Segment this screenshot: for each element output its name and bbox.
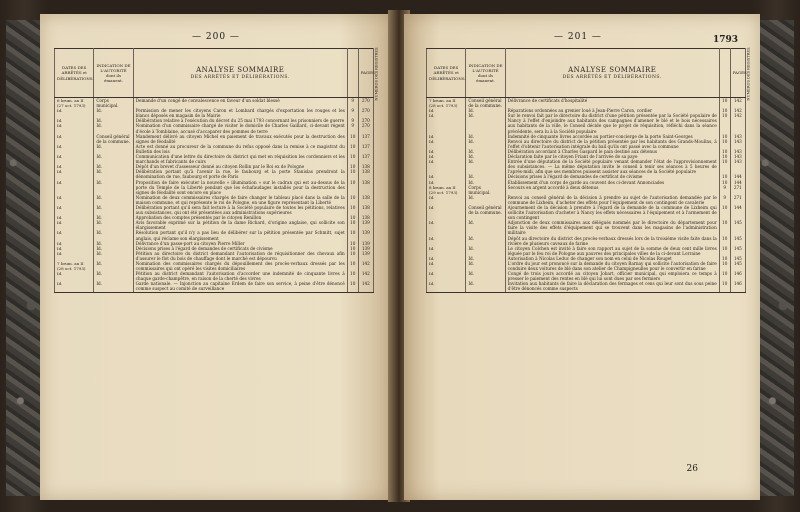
table-row xyxy=(55,180,374,195)
table-row xyxy=(55,251,374,261)
page-reference-cell: 143 xyxy=(730,159,745,174)
register-number-cell: 10 xyxy=(719,281,730,292)
summary-cell: Délibération accordant à Charles Gaspard le pain destiné aux détenus xyxy=(505,149,719,154)
page-reference-cell: 271 xyxy=(730,195,745,205)
page-reference-cell: 270 xyxy=(358,118,373,123)
summary-cell: Congé de trois jours accordé au citoyen Jobart, officier municipal, qui emploiera ce temps à presser le paiement des rentes en blé qui lui sont dues par ses fermiers xyxy=(505,271,719,281)
authority-cell: Id. xyxy=(94,261,133,271)
page-reference-cell: 138 xyxy=(358,205,373,215)
authority-cell: Id. xyxy=(466,159,505,174)
authority-cell: Id. xyxy=(466,134,505,139)
register-number-cell: 10 xyxy=(347,180,358,195)
right-register-table xyxy=(426,46,751,293)
authority-cell: Id. xyxy=(466,174,505,179)
summary-cell: Délibération relative à l'exécution du décret du 25 mai 1793 concernant les prisonniers de guerre xyxy=(133,118,347,123)
table-row xyxy=(55,98,374,109)
summary-cell: Communication d'une lettre du directoire du district qui met en réquisition les cordonniers et les marchands et fabricants de cuirs xyxy=(133,154,347,164)
summary-cell: Établissement d'un corps de garde au couvent des ci-devant Annonciades xyxy=(505,180,719,185)
register-number-cell: 10 xyxy=(719,108,730,113)
table-row xyxy=(55,261,374,271)
date-cell: Id. xyxy=(55,118,94,123)
page-reference-cell: 139 xyxy=(358,241,373,246)
authority-cell: Id. xyxy=(94,169,133,179)
authority-cell: Id. xyxy=(466,256,505,261)
table-row xyxy=(427,98,746,109)
page-reference-cell: 138 xyxy=(358,195,373,205)
header-dates: DATES DES ARRÊTÉS et DÉLIBÉRATIONS. xyxy=(55,49,94,98)
summary-cell: Demande d'un congé de convalescence en faveur d'un soldat blessé xyxy=(133,98,347,109)
summary-cell: Déclaration faite par le citoyen Friant de l'arrivée de sa paye xyxy=(505,154,719,159)
authority-cell: Id. xyxy=(466,281,505,292)
page-reference-cell: 142 xyxy=(358,281,373,292)
summary-cell: Indemnité de cinquante livres accordée au portier-concierge de la porte Saint-Georges xyxy=(505,134,719,139)
summary-cell: Décisions prises à l'égard de demandes de certificat de civisme xyxy=(505,174,719,179)
register-number-cell: 10 xyxy=(347,215,358,220)
right-page xyxy=(404,14,760,500)
table-row xyxy=(427,261,746,271)
header-subtitle: DES ARRÊTÉS ET DÉLIBÉRATIONS. xyxy=(562,75,662,80)
authority-cell: Id. xyxy=(94,271,133,281)
page-reference-cell: 138 xyxy=(358,215,373,220)
authority-cell: Conseil général de la commune. xyxy=(466,205,505,220)
page-reference-cell: 270 xyxy=(358,98,373,109)
date-cell: Id. xyxy=(55,195,94,205)
table-row xyxy=(55,123,374,133)
register-number-cell: 10 xyxy=(347,164,358,169)
summary-cell: Secours en argent accordé à deux détenus xyxy=(505,185,719,195)
date-cell: Id. xyxy=(55,246,94,251)
date-cell: Id. xyxy=(55,251,94,261)
header-pages: PAGES. xyxy=(358,49,373,98)
register-number-cell: 10 xyxy=(719,220,730,235)
page-reference-cell: 146 xyxy=(730,271,745,281)
header-numeros-text: NUMÉROS DES REGISTRES. xyxy=(374,46,379,101)
register-number-cell: 10 xyxy=(719,139,730,149)
date-cell: Id. xyxy=(55,205,94,215)
table-row xyxy=(427,281,746,292)
register-number-cell: 10 xyxy=(347,134,358,144)
date-cell: Id. xyxy=(55,144,94,154)
summary-cell: Nomination d'un commissaire chargé de visiter le domicile de Charles Gaillard, ci-devant régent d'école à Tomblaine, accusé d'accaparer des pommes de terre xyxy=(133,123,347,133)
date-cell: 7 brum. an II (28 oct. 1793) xyxy=(55,261,94,271)
left-table-body xyxy=(55,98,374,293)
register-number-cell: 10 xyxy=(719,134,730,139)
summary-cell: L'ordre du jour est prononcé sur la demande du citoyen Barnay qui sollicite l'autorisation de faire conduire deux voitures de blé dans son atelier de Champigneulles pour le convertir en farine xyxy=(505,261,719,271)
header-indication: INDICATION DE L'AUTORITÉ dont ils émanent. xyxy=(94,49,133,98)
page-reference-cell: 144 xyxy=(730,205,745,220)
authority-cell: Id. xyxy=(466,113,505,133)
summary-cell: Approbation des comptes présentés par le citoyen Renillon xyxy=(133,215,347,220)
page-reference-cell: 138 xyxy=(358,169,373,179)
authority-cell: Conseil général de la commune. xyxy=(94,134,133,144)
header-dates: DATES DES ARRÊTÉS et DÉLIBÉRATIONS. xyxy=(427,49,466,98)
summary-cell: Ajournement de la décision à prendre à l'égard de la demande de la commune de Lixheim qui sollicite l'autorisation d'acheter à Nancy les effets nécessaires à l'équipement et à l'armement de son contingent xyxy=(505,205,719,220)
register-number-cell: 9 xyxy=(347,108,358,118)
authority-cell: Conseil général de la commune. xyxy=(466,98,505,109)
date-cell: Id. xyxy=(427,246,466,256)
register-number-cell: 10 xyxy=(347,154,358,164)
authority-cell: Id. xyxy=(466,139,505,149)
header-title-text: ANALYSE SOMMAIRE xyxy=(568,66,657,74)
table-row xyxy=(55,230,374,240)
summary-cell: Proposition de faire exécuter la nouvelle « illumination » sur le cadran qui est au-dessus de la porte du Temple de la Liberté pendant que les échafaudages installés pour la destruction des signes de féodalité sont encore en place xyxy=(133,180,347,195)
date-cell: Id. xyxy=(427,256,466,261)
page-reference-cell: 143 xyxy=(730,139,745,149)
register-number-cell: 10 xyxy=(347,169,358,179)
authority-cell: Id. xyxy=(466,180,505,185)
date-cell: 7 brum. an II (28 oct. 1793) xyxy=(427,98,466,109)
summary-cell: Mandement délivré au citoyen Michel en paiement de travaux exécutés pour la destruction des signes de féodalité xyxy=(133,134,347,144)
right-page-number: — 201 — xyxy=(554,32,602,42)
page-reference-cell: 137 xyxy=(358,154,373,164)
authority-cell: Id. xyxy=(94,144,133,154)
page-reference-cell: 139 xyxy=(358,230,373,240)
authority-cell: Id. xyxy=(94,180,133,195)
register-number-cell: 10 xyxy=(719,149,730,154)
summary-cell: Le citoyen Colchen est invité à faire son rapport au sujet de la somme de deux cent mille livres léguée par le feu roi de Pologne aux pauvres des principales villes de la ci-devant Lorraine xyxy=(505,246,719,256)
authority-cell: Id. xyxy=(94,123,133,133)
register-number-cell: 10 xyxy=(347,261,358,271)
left-page-number: — 200 — xyxy=(192,32,240,42)
table-row xyxy=(55,144,374,154)
page-reference-cell: 146 xyxy=(730,281,745,292)
page-reference-cell: 142 xyxy=(358,261,373,271)
date-cell: Id. xyxy=(55,154,94,164)
register-number-cell: 10 xyxy=(719,256,730,261)
date-cell: Id. xyxy=(55,281,94,292)
date-cell: Id. xyxy=(427,174,466,179)
table-row xyxy=(427,236,746,246)
summary-cell: Résolution portant qu'il n'y a pas lieu de délibérer sur la pétition présentée par Schmitt, sujet anglais, qui réclame son élargissement xyxy=(133,230,347,240)
register-number-cell: 10 xyxy=(347,205,358,215)
register-number-cell: 9 xyxy=(719,185,730,195)
page-reference-cell: 139 xyxy=(358,246,373,251)
table-row xyxy=(55,220,374,230)
register-number-cell: 10 xyxy=(719,271,730,281)
page-reference-cell: 145 xyxy=(730,236,745,246)
authority-cell: Id. xyxy=(94,241,133,246)
table-row xyxy=(427,159,746,174)
table-row xyxy=(427,220,746,235)
authority-cell: Id. xyxy=(466,149,505,154)
authority-cell: Id. xyxy=(466,195,505,205)
header-title-text: ANALYSE SOMMAIRE xyxy=(196,66,285,74)
register-number-cell: 10 xyxy=(719,154,730,159)
date-cell: Id. xyxy=(427,205,466,220)
left-cover-edge xyxy=(6,20,42,496)
summary-cell: Dépôt au directoire du district des procès-verbaux dressés lors de la troisième visite faite dans la rivière de plusieurs caveaux de farine xyxy=(505,236,719,246)
authority-cell: Id. xyxy=(94,281,133,292)
summary-cell: Délibération portant qu'à l'avenir la rue, le faubourg et la porte Stanislas prendront la dénomination de rue, faubourg et porte de Paris xyxy=(133,169,347,179)
authority-cell: Id. xyxy=(94,215,133,220)
register-number-cell: 10 xyxy=(347,144,358,154)
page-reference-cell: 142 xyxy=(730,113,745,133)
authority-cell: Id. xyxy=(94,220,133,230)
right-page-year: 1793 xyxy=(712,35,738,45)
page-reference-cell: 145 xyxy=(730,261,745,271)
authority-cell: Corps municipal. xyxy=(94,98,133,109)
left-header-row xyxy=(55,49,374,98)
date-cell: Id. xyxy=(427,195,466,205)
page-reference-cell: 142 xyxy=(730,108,745,113)
summary-cell: Délivrance d'un passe-port au citoyen Pierre Miller xyxy=(133,241,347,246)
table-row xyxy=(427,139,746,149)
authority-cell: Id. xyxy=(94,246,133,251)
date-cell: Id. xyxy=(427,149,466,154)
left-page xyxy=(40,14,392,500)
date-cell: Id. xyxy=(427,134,466,139)
register-number-cell: 10 xyxy=(719,174,730,179)
page-reference-cell: 143 xyxy=(730,149,745,154)
date-cell: Id. xyxy=(55,241,94,246)
summary-cell: Renvoi au directoire du district de la pétition présentée par les habitants des Grands-Moulins, à l'effet d'obtenir l'autorisation intégrale du bail qu'ils ont passé avec la commune xyxy=(505,139,719,149)
date-cell: Id. xyxy=(55,220,94,230)
table-row xyxy=(55,281,374,292)
date-cell: Id. xyxy=(427,281,466,292)
page-reference-cell: 138 xyxy=(358,164,373,169)
table-row xyxy=(55,195,374,205)
summary-cell: Acte est donné au procureur de la commune du refus opposé dans la remise à ce magistrat du Bulletin des lois xyxy=(133,144,347,154)
table-row xyxy=(427,205,746,220)
authority-cell: Id. xyxy=(466,246,505,256)
right-page-footer-number: 26 xyxy=(686,464,698,474)
date-cell: Id. xyxy=(427,180,466,185)
page-reference-cell: 137 xyxy=(358,144,373,154)
page-reference-cell: 139 xyxy=(358,251,373,261)
page-reference-cell: 138 xyxy=(358,180,373,195)
page-reference-cell: 144 xyxy=(730,174,745,179)
authority-cell: Id. xyxy=(94,108,133,118)
page-reference-cell: 142 xyxy=(730,98,745,109)
summary-cell: Délivrance de certificats d'hospitalité xyxy=(505,98,719,109)
summary-cell: Délibération portant qu'il sera fait lecture à la Société populaire de toutes les pétitions, relatives aux subsistances, qui ont été présentées aux administrations supérieures xyxy=(133,205,347,215)
page-reference-cell: 143 xyxy=(730,134,745,139)
right-table-body xyxy=(427,98,746,293)
date-cell: Id. xyxy=(427,261,466,271)
table-row xyxy=(427,195,746,205)
page-reference-cell: 270 xyxy=(358,123,373,133)
date-cell: Id. xyxy=(55,230,94,240)
page-reference-cell: 145 xyxy=(730,246,745,256)
date-cell: Id. xyxy=(55,169,94,179)
right-cover-edge xyxy=(758,20,794,496)
register-number-cell: 9 xyxy=(347,98,358,109)
date-cell: Id. xyxy=(427,271,466,281)
register-number-cell: 10 xyxy=(719,205,730,220)
table-row xyxy=(427,246,746,256)
table-row xyxy=(427,113,746,133)
summary-cell: Sur le renvoi fait par le directoire du district d'une pétition présentée par la Société populaire de Nancy à l'effet d'enjoindre aux habitants des campagnes d'amener le blé et le bois nécessaires aux habitants de la ville, le Conseil décide que le projet de réquisition, réfléchi dans la séance précédente, sera lu à la Société populaire xyxy=(505,113,719,133)
summary-cell: Permission de mener les citoyens Caron et Lombard chargés d'exportation les rouges et les blancs déposés en magasin de la Mairie xyxy=(133,108,347,118)
date-cell: Id. xyxy=(427,159,466,174)
date-cell: Id. xyxy=(55,123,94,133)
date-cell: 6 brum. an II (27 oct. 1793) xyxy=(55,98,94,109)
register-number-cell: 10 xyxy=(347,281,358,292)
table-row xyxy=(427,271,746,281)
table-row xyxy=(55,271,374,281)
authority-cell: Id. xyxy=(94,230,133,240)
summary-cell: Décisions prises à l'égard de demandes de certificats de civisme xyxy=(133,246,347,251)
summary-cell: Pétition au directoire du district demandant l'autorisation de réquisitionner des chevaux afin d'assurer le flot du bois de chauffage dont le marché est dépourvu xyxy=(133,251,347,261)
authority-cell: Id. xyxy=(94,195,133,205)
register-number-cell: 9 xyxy=(347,118,358,123)
page-reference-cell: 137 xyxy=(358,134,373,144)
page-reference-cell: 144 xyxy=(730,180,745,185)
summary-cell: Nomination de deux commissaires chargés de faire changer le tableau placé dans la salle de la maison commune, et qui représente le roi de Pologne, en une figure représentant la Liberté xyxy=(133,195,347,205)
register-number-cell: 10 xyxy=(719,261,730,271)
register-number-cell: 10 xyxy=(719,159,730,174)
table-row xyxy=(55,154,374,164)
register-number-cell: 10 xyxy=(719,113,730,133)
summary-cell: Nomination des commissaires chargés du dépouillement des procès-verbaux dressés par les commissaires qui ont opéré les visites domiciliaires xyxy=(133,261,347,271)
header-title xyxy=(133,49,347,98)
summary-cell: Renvoi au conseil général de la décision à prendre au sujet de l'autorisation demandée par le commune de Lixheim, d'acheter des effets pour l'équipement de son contingent de cavalerie xyxy=(505,195,719,205)
register-number-cell: 9 xyxy=(719,195,730,205)
authority-cell: Id. xyxy=(466,271,505,281)
table-row xyxy=(55,205,374,215)
date-cell: Id. xyxy=(55,180,94,195)
date-cell: Id. xyxy=(55,108,94,118)
register-number-cell: 10 xyxy=(347,195,358,205)
page-reference-cell: 139 xyxy=(358,220,373,230)
header-subtitle: DES ARRÊTÉS ET DÉLIBÉRATIONS. xyxy=(190,75,290,80)
register-number-cell: 10 xyxy=(347,246,358,251)
register-number-cell: 10 xyxy=(347,251,358,261)
authority-cell: Id. xyxy=(94,251,133,261)
table-row xyxy=(427,185,746,195)
date-cell: Id. xyxy=(427,139,466,149)
summary-cell: Autorisation à Nicolas Leduc de changer son nom en celui de Nicolas Rouget xyxy=(505,256,719,261)
header-numeros-text: NUMÉROS DES REGISTRES. xyxy=(746,46,751,101)
date-cell: Id. xyxy=(55,134,94,144)
summary-cell: Pétition au district demandant l'autorisation d'accorder une indemnité de cinquante livres à chaque garde-champêtre, en raison de la cherté des vivres xyxy=(133,271,347,281)
header-indication: INDICATION DE L'AUTORITÉ dont ils émanent. xyxy=(466,49,505,98)
authority-cell: Id. xyxy=(94,154,133,164)
page-reference-cell: 142 xyxy=(358,271,373,281)
page-reference-cell: 271 xyxy=(730,185,745,195)
date-cell: 8 brum. an II (29 oct. 1793) xyxy=(427,185,466,195)
date-cell: Id. xyxy=(427,220,466,235)
date-cell: Id. xyxy=(55,215,94,220)
authority-cell: Id. xyxy=(94,164,133,169)
header-title xyxy=(505,49,719,98)
register-number-cell: 10 xyxy=(719,98,730,109)
register-number-cell: 10 xyxy=(347,220,358,230)
summary-cell: Dépôt d'un brevet d'assesseur donné au citoyen Rollin par le Roi ex de Pologne xyxy=(133,164,347,169)
register-number-cell: 10 xyxy=(719,236,730,246)
authority-cell: Id. xyxy=(466,236,505,246)
page-reference-cell: 143 xyxy=(730,154,745,159)
header-pages: PAGES. xyxy=(730,49,745,98)
summary-cell: Entrée d'une députation de la Société populaire venant demander l'état de l'approvisionnement des subsistances. — La même députation invite le conseil à tenir ses séances à 5 heures de l'après-midi, afin que ses membres puissent assister aux séances de la Société populaire xyxy=(505,159,719,174)
left-register-table xyxy=(54,46,379,293)
register-number-cell: 10 xyxy=(347,230,358,240)
right-header-row xyxy=(427,49,746,98)
register-number-cell: 10 xyxy=(719,246,730,256)
authority-cell: Id. xyxy=(466,108,505,113)
date-cell: Id. xyxy=(427,154,466,159)
date-cell: Id. xyxy=(427,236,466,246)
page-reference-cell: 145 xyxy=(730,256,745,261)
date-cell: Id. xyxy=(55,164,94,169)
register-number-cell: 10 xyxy=(719,180,730,185)
date-cell: Id. xyxy=(427,108,466,113)
summary-cell: Réparations ordonnées au grenier loué à Jean-Pierre Caron, cordier xyxy=(505,108,719,113)
page-reference-cell: 145 xyxy=(730,220,745,235)
summary-cell: Garde nationale. — Injonction au capitaine Erdem de faire son service, à peine d'être dénoncé comme suspect au comité de surveillance xyxy=(133,281,347,292)
summary-cell: Invitation aux habitants de faire la déclaration des fermages et cens qui leur sont dus sous peine d'être dénoncés comme suspects xyxy=(505,281,719,292)
authority-cell: Corps municipal. xyxy=(466,185,505,195)
table-row xyxy=(55,108,374,118)
summary-cell: Avis favorable exprimé sur la pétition de la dame Richard, d'origine anglaise, qui sollicite son élargissement xyxy=(133,220,347,230)
page-reference-cell: 270 xyxy=(358,108,373,118)
register-number-cell: 10 xyxy=(347,271,358,281)
register-number-cell: 9 xyxy=(347,123,358,133)
authority-cell: Id. xyxy=(94,118,133,123)
table-row xyxy=(55,134,374,144)
authority-cell: Id. xyxy=(466,261,505,271)
table-row xyxy=(55,169,374,179)
register-number-cell: 10 xyxy=(347,241,358,246)
date-cell: Id. xyxy=(55,271,94,281)
authority-cell: Id. xyxy=(94,205,133,215)
authority-cell: Id. xyxy=(466,154,505,159)
date-cell: Id. xyxy=(427,113,466,133)
summary-cell: Adjonction de deux commissaires aux délégués nommés par le directoire du département pour faire la visite des effets d'équipement qui se trouvent dans les magasins de l'administration militaire xyxy=(505,220,719,235)
authority-cell: Id. xyxy=(466,220,505,235)
